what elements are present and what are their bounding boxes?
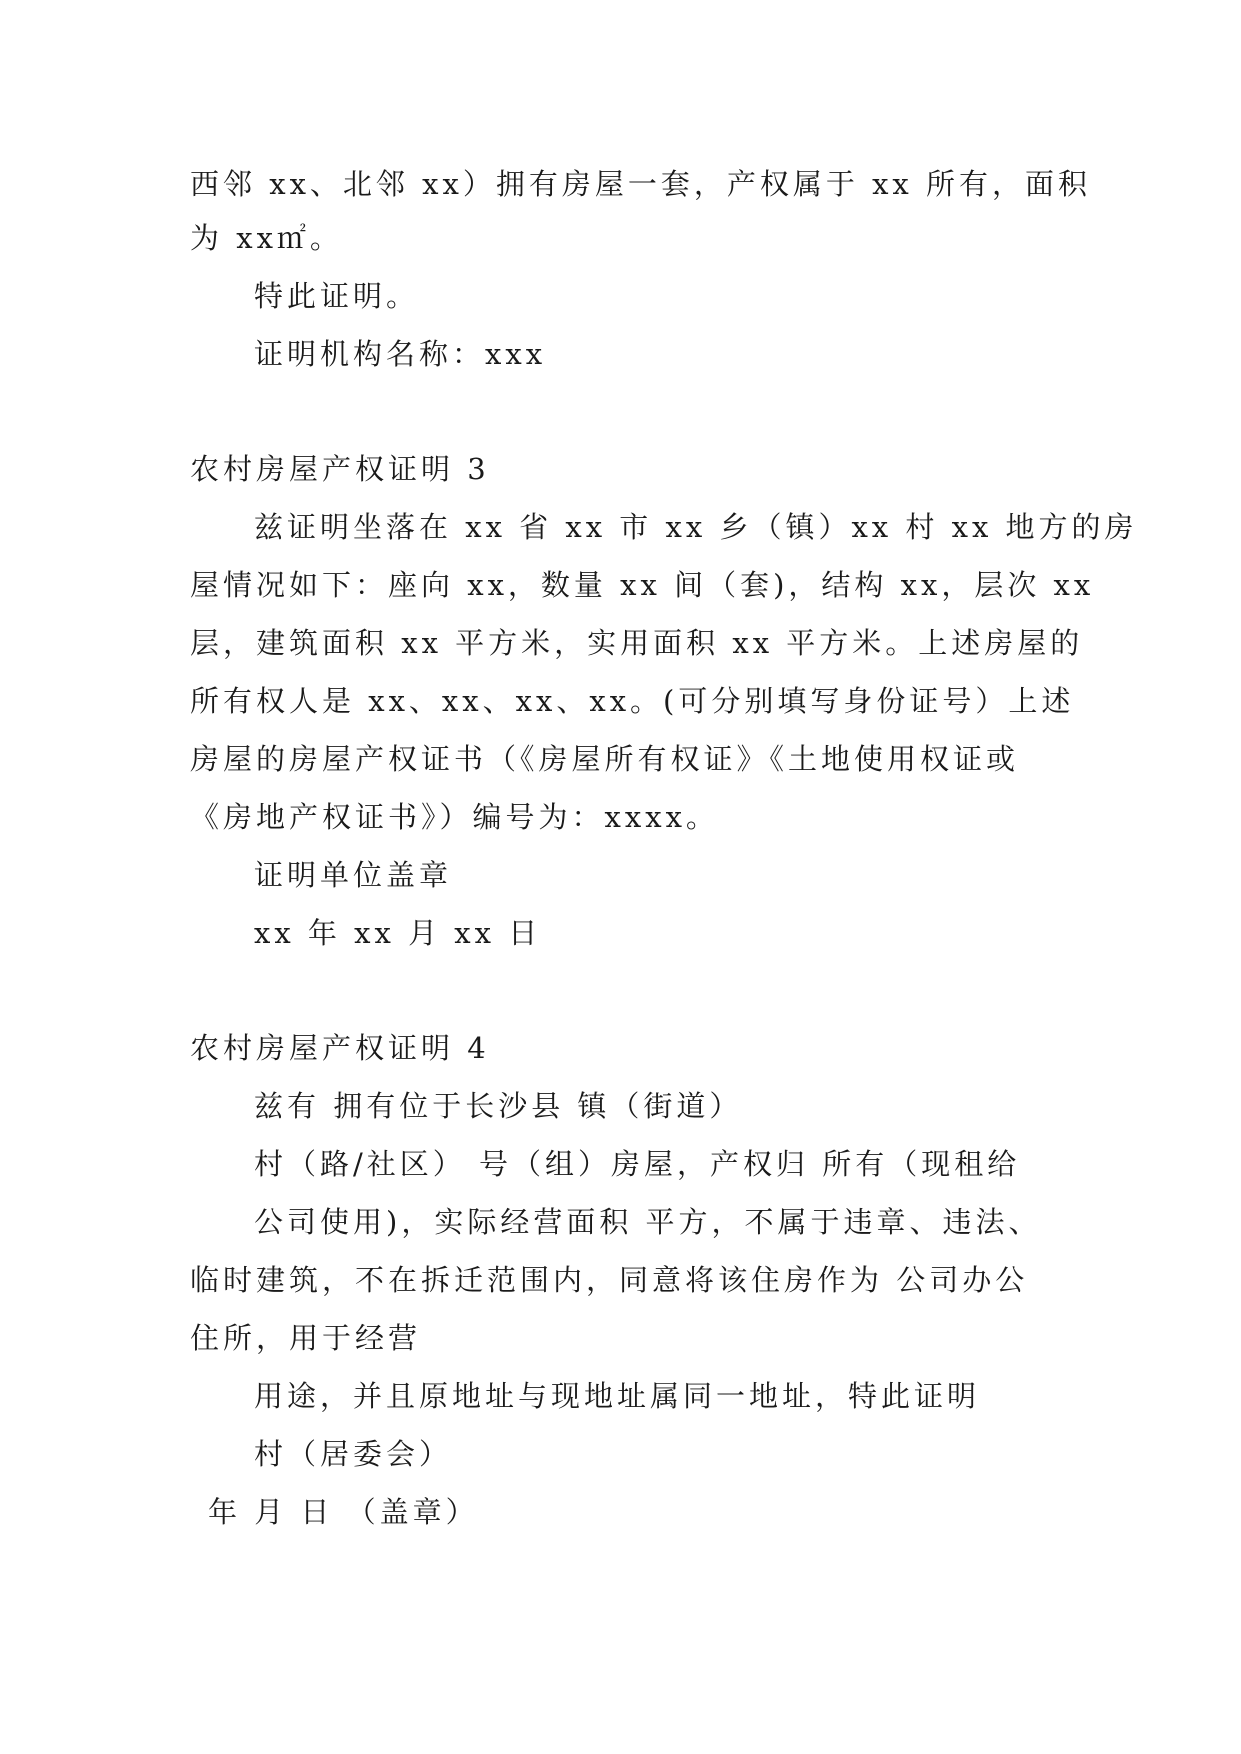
body-text-line: 所有权人是 xx、xx、xx、xx。(可分别填写身份证号）上述 <box>190 684 1075 718</box>
body-text-line: 为 xx㎡。 <box>190 221 343 255</box>
body-text-line: 临时建筑，不在拆迁范围内，同意将该住房作为 公司办公 <box>190 1263 1029 1297</box>
date-line: xx 年 xx 月 xx 日 <box>254 916 542 950</box>
body-text-line: 《房地产权证书》）编号为：xxxx。 <box>190 800 719 834</box>
body-text-line: 兹有 拥有位于长沙县 镇（街道） <box>254 1089 743 1123</box>
body-text-line: 屋情况如下：座向 xx，数量 xx 间（套)，结构 xx，层次 xx <box>190 568 1095 602</box>
signature-date-seal: 年 月 日 （盖章） <box>208 1495 479 1529</box>
body-text-line: 房屋的房屋产权证书（《房屋所有权证》《土地使用权证或 <box>190 742 1020 776</box>
body-text-line: 西邻 xx、北邻 xx）拥有房屋一套，产权属于 xx 所有，面积 <box>190 167 1092 201</box>
issuer-name: 证明机构名称：xxx <box>254 337 547 371</box>
body-text-line: 住所，用于经营 <box>190 1321 422 1355</box>
section-title: 农村房屋产权证明 4 <box>190 1031 490 1065</box>
body-text-line: 层，建筑面积 xx 平方米，实用面积 xx 平方米。上述房屋的 <box>190 626 1084 660</box>
signature-org: 村（居委会） <box>254 1437 453 1471</box>
section-title: 农村房屋产权证明 3 <box>190 452 490 486</box>
seal-label: 证明单位盖章 <box>254 858 453 892</box>
body-text-line: 村（路/社区） 号（组）房屋，产权归 所有（现租给 <box>254 1147 1021 1181</box>
body-text-line: 兹证明坐落在 xx 省 xx 市 xx 乡（镇）xx 村 xx 地方的房 <box>254 510 1138 544</box>
closing-statement: 特此证明。 <box>254 279 420 313</box>
body-text-line: 公司使用)，实际经营面积 平方，不属于违章、违法、 <box>254 1205 1042 1239</box>
body-text-line: 用途，并且原地址与现地址属同一地址，特此证明 <box>254 1379 981 1413</box>
